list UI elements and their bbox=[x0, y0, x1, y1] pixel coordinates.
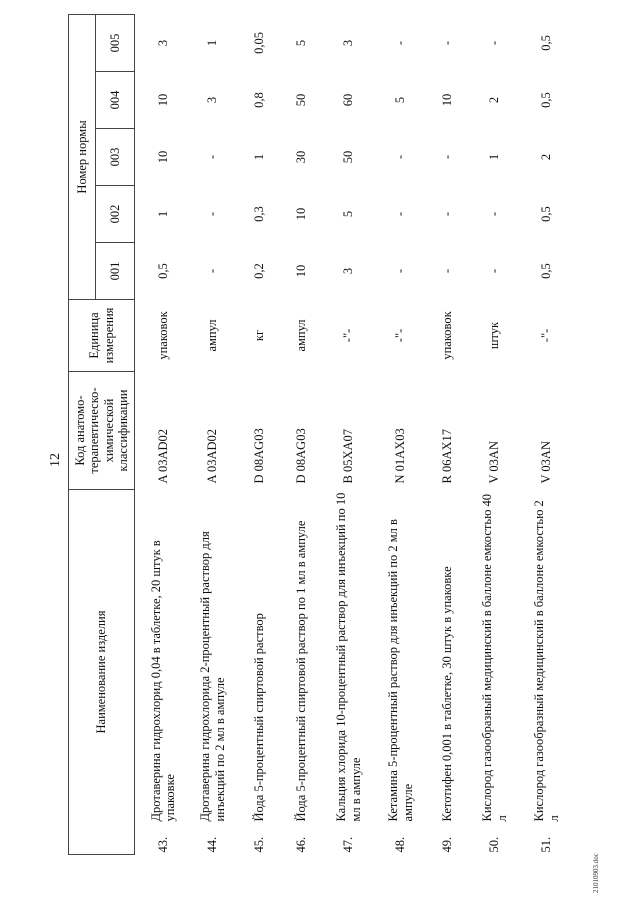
item-name: Кислород газообразный медицинский в баллоне емкостью 40 л bbox=[480, 493, 509, 822]
norm-value: 0,5 bbox=[539, 35, 554, 51]
row-number: 48. bbox=[393, 836, 408, 853]
norm-value: - bbox=[205, 211, 220, 217]
norm-value: - bbox=[487, 40, 502, 46]
norm-value: - bbox=[440, 211, 455, 217]
table-row bbox=[323, 14, 375, 854]
norm-value: 0,5 bbox=[156, 263, 171, 279]
header-norm-col: 001 bbox=[96, 243, 135, 300]
unit: -"- bbox=[341, 328, 356, 343]
atc-code: R 06AX17 bbox=[440, 428, 455, 484]
norm-value: 0,5 bbox=[539, 92, 554, 108]
norm-value: 0,2 bbox=[252, 263, 267, 279]
unit: упаковок bbox=[156, 311, 171, 360]
norm-value: - bbox=[440, 40, 455, 46]
header-norm: Номер нормы bbox=[69, 14, 96, 299]
row-number: 49. bbox=[440, 836, 455, 853]
norm-value: 50 bbox=[341, 150, 356, 164]
atc-code: D 08AG03 bbox=[252, 428, 267, 484]
norm-value: 5 bbox=[341, 210, 356, 218]
norm-value: 50 bbox=[294, 93, 309, 107]
norm-value: 0,5 bbox=[539, 263, 554, 279]
item-name: Кальция хлорида 10-процентный раствор для инъекций по 10 мл в ампуле bbox=[334, 492, 363, 822]
item-name: Кетотифен 0,001 в таблетке, 30 штук в упаковке bbox=[440, 566, 455, 822]
norm-value: 10 bbox=[294, 207, 309, 221]
table-row bbox=[521, 14, 573, 854]
table-header bbox=[69, 14, 135, 854]
header-code: Код анатомо-терапевтическо-химической классификации bbox=[69, 372, 135, 490]
item-name: Кетамина 5-процентный раствор для инъекций по 2 мл в ампуле bbox=[386, 519, 415, 822]
norm-value: 10 bbox=[156, 93, 171, 107]
row-number: 50. bbox=[487, 836, 502, 853]
unit: кг bbox=[252, 329, 267, 342]
norm-value: 5 bbox=[393, 96, 408, 104]
file-name: 21010903.doc bbox=[592, 853, 600, 893]
item-name: Йода 5-процентный спиртовой раствор bbox=[252, 613, 267, 822]
norm-value: 1 bbox=[487, 153, 502, 161]
unit: -"- bbox=[539, 328, 554, 343]
row-number: 51. bbox=[539, 836, 554, 853]
norm-value: 1 bbox=[205, 39, 220, 47]
norms-table bbox=[68, 14, 573, 855]
table-row bbox=[427, 14, 469, 854]
atc-code: A 03AD02 bbox=[156, 428, 171, 484]
item-name: Дротаверина гидрохлорид 0,04 в таблетке, 20 штук в упаковке bbox=[148, 540, 178, 822]
header-norm-col: 003 bbox=[96, 129, 135, 186]
atc-code: D 08AG03 bbox=[294, 428, 309, 484]
unit: ампул bbox=[205, 319, 220, 352]
row-number: 43. bbox=[156, 836, 171, 853]
table-row bbox=[239, 14, 281, 854]
unit: штук bbox=[487, 321, 502, 350]
unit: ампул bbox=[294, 319, 309, 352]
atc-code: B 05XA07 bbox=[341, 428, 356, 484]
table-row bbox=[281, 14, 323, 854]
norm-value: - bbox=[487, 268, 502, 274]
norm-value: 3 bbox=[341, 39, 356, 47]
table-row bbox=[375, 14, 427, 854]
norm-value: 30 bbox=[294, 150, 309, 164]
norm-value: - bbox=[487, 211, 502, 217]
norm-value: - bbox=[205, 154, 220, 160]
atc-code: V 03AN bbox=[539, 441, 554, 484]
norm-value: 2 bbox=[539, 153, 554, 161]
norm-value: 3 bbox=[205, 96, 220, 104]
norm-value: 10 bbox=[294, 264, 309, 278]
norm-value: 10 bbox=[440, 93, 455, 107]
row-number: 46. bbox=[294, 836, 309, 853]
table-body bbox=[135, 14, 573, 854]
unit: упаковок bbox=[440, 311, 455, 360]
header-norm-col: 002 bbox=[96, 186, 135, 243]
atc-code: N 01AX03 bbox=[393, 428, 408, 484]
norm-value: 60 bbox=[341, 93, 356, 107]
item-name: Кислород газообразный медицинский в баллоне емкостью 2 л bbox=[532, 500, 561, 822]
atc-code: A 03AD02 bbox=[205, 428, 220, 484]
norm-value: 10 bbox=[156, 150, 171, 164]
unit: -"- bbox=[393, 328, 408, 343]
header-unit: Единица измерения bbox=[69, 300, 135, 372]
header-name: Наименование изделия bbox=[69, 490, 135, 855]
item-name: Йода 5-процентный спиртовой раствор по 1 мл в ампуле bbox=[294, 520, 309, 822]
header-norm-col: 004 bbox=[96, 72, 135, 129]
table-row bbox=[469, 14, 521, 854]
norm-value: 2 bbox=[487, 96, 502, 104]
norm-value: - bbox=[440, 154, 455, 160]
norm-value: 3 bbox=[156, 39, 171, 47]
page-number: 12 bbox=[48, 453, 63, 467]
norm-value: - bbox=[393, 211, 408, 217]
norm-value: 0,3 bbox=[252, 206, 267, 222]
table-row bbox=[187, 14, 239, 854]
row-number: 45. bbox=[252, 836, 267, 853]
norm-value: - bbox=[440, 268, 455, 274]
atc-code: V 03AN bbox=[487, 441, 502, 484]
norm-value: 0,05 bbox=[252, 32, 267, 54]
row-number: 44. bbox=[205, 836, 220, 853]
norm-value: - bbox=[393, 40, 408, 46]
table-row bbox=[135, 14, 187, 854]
norm-value: 0,5 bbox=[539, 206, 554, 222]
norm-value: 0,8 bbox=[252, 92, 267, 108]
norm-value: 3 bbox=[341, 267, 356, 275]
norm-value: - bbox=[205, 268, 220, 274]
norm-value: 1 bbox=[156, 210, 171, 218]
header-norm-col: 005 bbox=[96, 14, 135, 71]
item-name: Дротаверина гидрохлорида 2-процентный раствор для инъекций по 2 мл в ампуле bbox=[198, 531, 227, 822]
norm-value: - bbox=[393, 268, 408, 274]
norm-value: 5 bbox=[294, 39, 309, 47]
norm-value: 1 bbox=[252, 153, 267, 161]
row-number: 47. bbox=[341, 836, 356, 853]
norm-value: - bbox=[393, 154, 408, 160]
